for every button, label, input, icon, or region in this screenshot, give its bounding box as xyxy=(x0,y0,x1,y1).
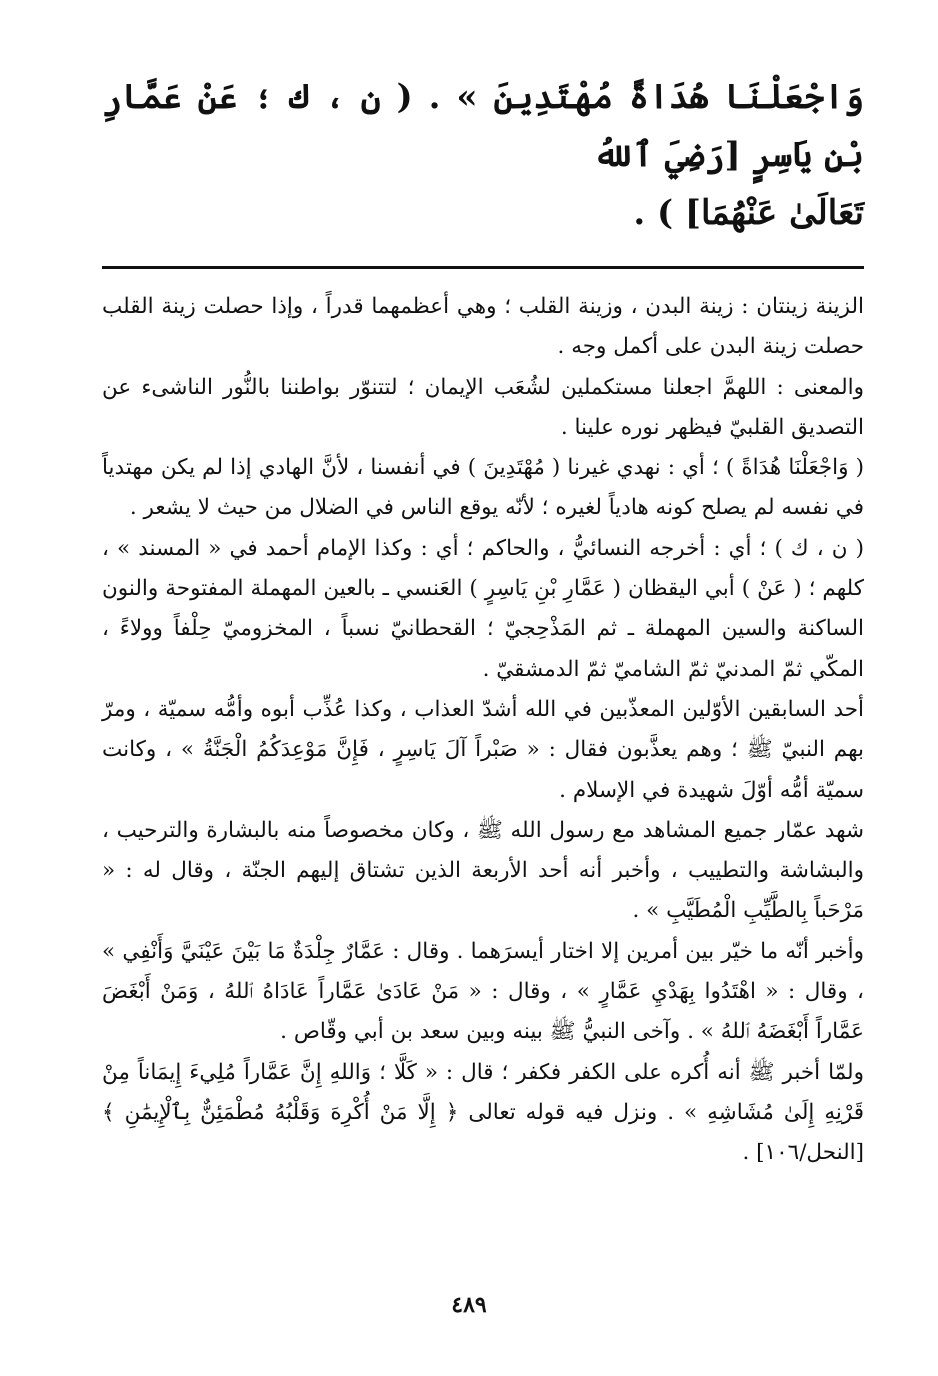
commentary-paragraph: أحد السابقين الأوّلين المعذّبين في الله أشدّ العذاب ، وكذا عُذِّب أبوه وأمُّه سميّة ، ومرّ بهم النبيّ ﷺ ؛ وهم يعذَّبون فقال : « صَبْراً آلَ يَاسِرٍ ، فَإِنَّ مَوْعِدَكُمُ الْجَنَّةُ » ، وكانت سميّة أمُّه أوّلَ شهيدة في الإسلام . xyxy=(102,696,864,803)
commentary-paragraph: ( وَاجْعَلْنَا هُدَاةً ) ؛ أي : نهدي غيرنا ( مُهْتَدِينَ ) في أنفسنا ، لأنَّ الهادي إذا لم يكن مهتدياً في نفسه لم يصلح كونه هادياً لغيره ؛ لأنّه يوقع الناس في الضلال من حيث لا يشعر . xyxy=(102,455,864,521)
separator-rule xyxy=(102,266,864,269)
commentary-paragraph: شهد عمّار جميع المشاهد مع رسول الله ﷺ ، وكان مخصوصاً منه بالبشارة والترحيب ، والبشاشة والتطييب ، وأخبر أنه أحد الأربعة الذين تشتاق إليهم الجنّة ، وقال له : « مَرْحَباً بِالطَّيِّبِ الْمُطَيَّبِ » . xyxy=(102,817,864,924)
hadith-line-1: وَاجْعَلْنَا هُدَاةً مُهْتَدِينَ » . ( ن ، ك ؛ عَنْ عَمَّارِ بْنِ يَاسِرٍ [رَضِيَ ٱللهُ xyxy=(102,77,864,175)
page-body xyxy=(102,68,864,1174)
commentary-paragraph: ( ن ، ك ) ؛ أي : أخرجه النسائيُّ ، والحاكم ؛ أي : وكذا الإمام أحمد في « المسند » ، كلهم ؛ ( عَنْ ) أبي اليقظان ( عَمَّارِ بْنِ يَاسِرٍ ) العَنسي ـ بالعين المهملة المفتوحة والنون الساكنة والسين المهملة ـ ثم المَذْحِجيّ ؛ القحطانيّ نسباً ، المخزوميّ حِلْفاً وولاءً ، المكّي ثمّ المدنيّ ثمّ الشاميّ ثمّ الدمشقيّ . xyxy=(102,535,864,682)
commentary-paragraph: وأخبر أنّه ما خيّر بين أمرين إلا اختار أيسرَهما . وقال : عَمَّارٌ جِلْدَةٌ مَا بَيْنَ عَيْنَيَّ وَأَنْفِي » ، وقال : « اهْتَدُوا بِهَدْيِ عَمَّارٍ » ، وقال : « مَنْ عَادَىٰ عَمَّاراً عَادَاهُ ٱللهُ ، وَمَنْ أَبْغَضَ عَمَّاراً أَبْغَضَهُ ٱللهُ » . وآخى النبيُّ ﷺ بينه وبين سعد بن أبي وقّاص . xyxy=(102,938,864,1045)
commentary-paragraph: الزينة زينتان : زينة البدن ، وزينة القلب ؛ وهي أعظمهما قدراً ، وإذا حصلت زينة القلب حصلت زينة البدن على أكمل وجه . xyxy=(102,294,864,360)
commentary-paragraph: والمعنى : اللهمَّ اجعلنا مستكملين لشُعَب الإيمان ؛ لتتنوّر بواطننا بالنُّور الناشىء عن التصديق القلبيّ فيظهر نوره علينا . xyxy=(102,374,864,440)
commentary xyxy=(102,287,864,1174)
page-number: ٤٨٩ xyxy=(451,1292,487,1318)
hadith-text xyxy=(102,68,864,242)
hadith-line-2: تَعَالَىٰ عَنْهُمَا] ) . xyxy=(633,193,864,233)
commentary-paragraph: ولمّا أخبر ﷺ أنه أُكره على الكفر فكفر ؛ قال : « كَلَّا ؛ وَاللهِ إِنَّ عَمَّاراً مُلِيءَ إِيمَاناً مِنْ قَرْنِهِ إِلَىٰ مُشَاشِهِ » . ونزل فيه قوله تعالى ﴿ إِلَّا مَنْ أُكْرِهَ وَقَلْبُهُ مُطْمَئِنٌّ بِٱلْإِيمَٰنِ ﴾ [النحل/١٠٦] . xyxy=(102,1059,864,1166)
